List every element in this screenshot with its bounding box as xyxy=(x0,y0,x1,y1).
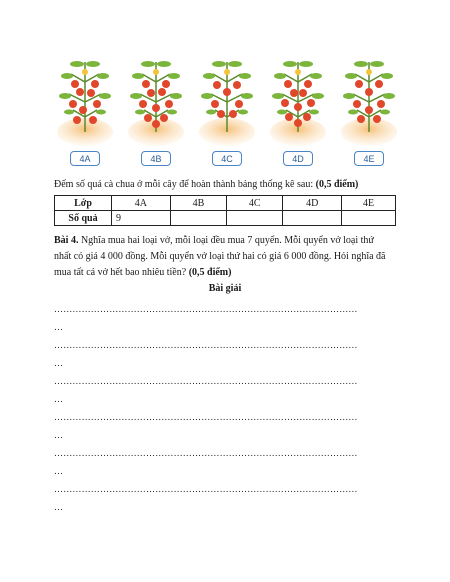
answer-line[interactable]: ……………………………………………………………………………………… xyxy=(54,304,358,314)
answer-line-continuation: … xyxy=(54,430,64,440)
tomato-plant-icon xyxy=(55,52,115,152)
problem-label: Bài 4. xyxy=(54,235,79,246)
tomato-plant-4d xyxy=(268,52,328,170)
answer-line-continuation: … xyxy=(54,358,64,368)
tally-table xyxy=(54,195,396,226)
table-cell-col-4a: 4A xyxy=(112,196,171,211)
table-cell-col-4b: 4B xyxy=(170,196,226,211)
plant-label-4b: 4B xyxy=(141,151,171,166)
answer-line[interactable]: ……………………………………………………………………………………… xyxy=(54,376,358,386)
table-header-count: Số quả xyxy=(55,211,112,226)
tomato-plant-4c xyxy=(197,52,257,170)
answer-line-continuation: … xyxy=(54,394,64,404)
answer-line-continuation: … xyxy=(54,322,64,332)
problem-text-3: mua tất cả vở hết bao nhiêu tiền? xyxy=(54,267,189,278)
plant-label-4e: 4E xyxy=(354,151,384,166)
answer-line[interactable]: ……………………………………………………………………………………… xyxy=(54,448,358,458)
tomato-plant-icon xyxy=(197,52,257,152)
table-row xyxy=(55,211,396,226)
instruction-text: Đếm số quả cà chua ở mỗi cây để hoàn thành bảng thống kê sau: xyxy=(54,179,316,190)
table-instruction xyxy=(54,179,358,190)
table-cell-count-4b[interactable] xyxy=(170,211,226,226)
table-cell-count-4a[interactable]: 9 xyxy=(112,211,171,226)
problem-4-line-3 xyxy=(54,265,396,280)
answer-line[interactable]: ……………………………………………………………………………………… xyxy=(54,412,358,422)
table-cell-count-4c[interactable] xyxy=(227,211,283,226)
problem-text-2: nhất có giá 4 000 đồng. Mỗi quyển vở loại thứ hai có giá 6 000 đồng. Hỏi nghĩa đã xyxy=(54,251,386,262)
problem-4-line-1 xyxy=(54,233,396,248)
table-cell-col-4d: 4D xyxy=(283,196,342,211)
table-cell-count-4d[interactable] xyxy=(283,211,342,226)
plant-label-4a: 4A xyxy=(70,151,100,166)
table-cell-count-4e[interactable] xyxy=(342,211,396,226)
tomato-plant-4b xyxy=(126,52,186,170)
table-header-class: Lớp xyxy=(55,196,112,211)
tomato-plant-4e xyxy=(339,52,399,170)
tomato-plant-4a xyxy=(55,52,115,170)
answer-line[interactable]: ……………………………………………………………………………………… xyxy=(54,340,358,350)
tomato-plant-icon xyxy=(126,52,186,152)
answer-line-continuation: … xyxy=(54,502,64,512)
answer-line[interactable]: ……………………………………………………………………………………… xyxy=(54,484,358,494)
plant-label-4c: 4C xyxy=(212,151,242,166)
tomato-plant-icon xyxy=(339,52,399,152)
table-row xyxy=(55,196,396,211)
tomato-plants-illustration xyxy=(55,52,400,170)
problem-text-1: Nghĩa mua hai loại vở, mỗi loại đều mua 7 quyển. Mỗi quyển vở loại thứ xyxy=(78,235,374,246)
problem-points: (0,5 điểm) xyxy=(188,267,232,278)
table-cell-col-4c: 4C xyxy=(227,196,283,211)
answer-line-continuation: … xyxy=(54,466,64,476)
instruction-points: (0,5 điểm) xyxy=(315,179,359,190)
plant-label-4d: 4D xyxy=(283,151,313,166)
problem-4-line-2 xyxy=(54,249,396,264)
solution-title: Bài giải xyxy=(208,283,242,294)
tomato-plant-icon xyxy=(268,52,328,152)
table-cell-col-4e: 4E xyxy=(342,196,396,211)
